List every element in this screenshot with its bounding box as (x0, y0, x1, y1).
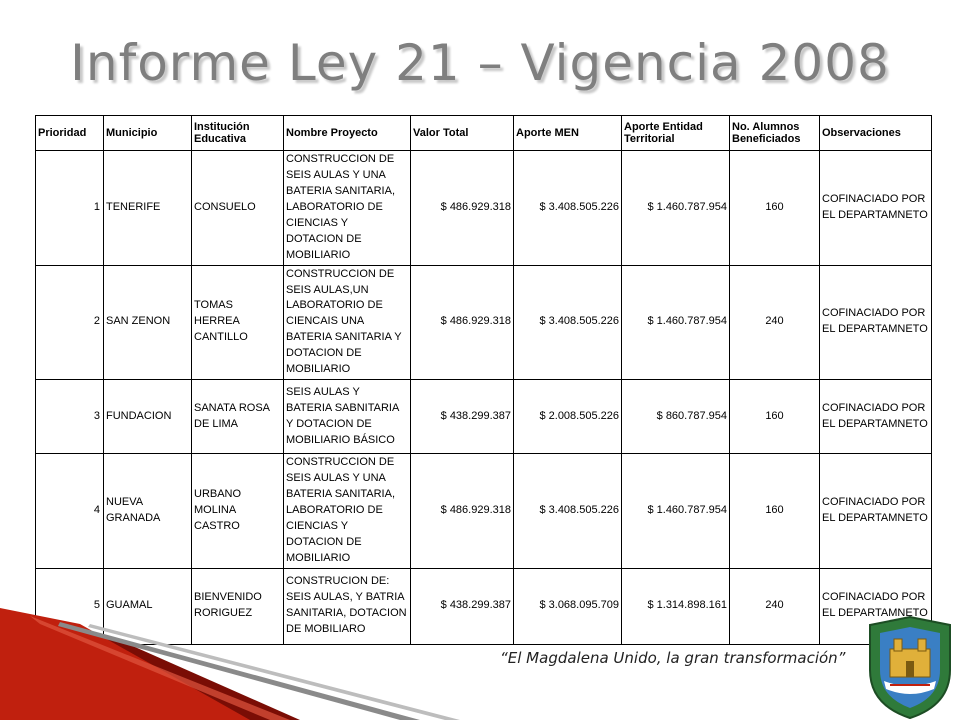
cell-proyecto: CONSTRUCCION DE SEIS AULAS Y UNA BATERIA SANITARIA, LABORATORIO DE CIENCIAS Y DOTACION DE MOBILIARIO (284, 454, 411, 569)
cell-institucion: CONSUELO (192, 151, 284, 266)
cell-prioridad: 1 (36, 151, 104, 266)
cell-proyecto: CONSTRUCCION DE SEIS AULAS Y UNA BATERIA SANITARIA, LABORATORIO DE CIENCIAS Y DOTACION DE MOBILIARIO (284, 151, 411, 266)
table-row (36, 265, 932, 380)
cell-valor-total: $ 486.929.318 (411, 454, 514, 569)
cell-aporte-men: $ 3.408.505.226 (514, 265, 622, 380)
cell-proyecto: CONSTRUCION DE: SEIS AULAS, Y BATRIA SANITARIA, DOTACION DE MOBILIARO (284, 568, 411, 644)
header-institucion: Institución Educativa (192, 116, 284, 151)
cell-municipio: FUNDACION (104, 380, 192, 454)
cell-observaciones: COFINACIADO POR EL DEPARTAMNETO (820, 454, 932, 569)
cell-alumnos: 160 (730, 380, 820, 454)
cell-municipio: GUAMAL (104, 568, 192, 644)
cell-aporte-entidad: $ 860.787.954 (622, 380, 730, 454)
table-header-row (36, 116, 932, 151)
cell-observaciones: COFINACIADO POR EL DEPARTAMNETO (820, 380, 932, 454)
header-prioridad: Prioridad (36, 116, 104, 151)
cell-observaciones: COFINACIADO POR EL DEPARTAMNETO (820, 568, 932, 644)
table-row (36, 151, 932, 266)
cell-proyecto: CONSTRUCCION DE SEIS AULAS,UN LABORATORIO DE CIENCAIS UNA BATERIA SANITARIA Y DOTACION DE MOBILIARIO (284, 265, 411, 380)
cell-alumnos: 160 (730, 151, 820, 266)
cell-proyecto: SEIS AULAS Y BATERIA SABNITARIA Y DOTACION DE MOBILIARIO BÁSICO (284, 380, 411, 454)
cell-valor-total: $ 486.929.318 (411, 265, 514, 380)
cell-aporte-men: $ 3.408.505.226 (514, 151, 622, 266)
cell-aporte-entidad: $ 1.460.787.954 (622, 265, 730, 380)
cell-alumnos: 160 (730, 454, 820, 569)
slide-title: Informe Ley 21 – Vigencia 2008 (70, 34, 890, 92)
cell-prioridad: 4 (36, 454, 104, 569)
cell-aporte-entidad: $ 1.460.787.954 (622, 454, 730, 569)
cell-municipio: NUEVA GRANADA (104, 454, 192, 569)
header-aporte-men: Aporte MEN (514, 116, 622, 151)
slogan-text: “El Magdalena Unido, la gran transformación” (500, 649, 846, 667)
header-observaciones: Observaciones (820, 116, 932, 151)
cell-aporte-entidad: $ 1.460.787.954 (622, 151, 730, 266)
header-municipio: Municipio (104, 116, 192, 151)
cell-valor-total: $ 438.299.387 (411, 568, 514, 644)
cell-municipio: SAN ZENON (104, 265, 192, 380)
cell-aporte-entidad: $ 1.314.898.161 (622, 568, 730, 644)
cell-institucion: BIENVENIDO RORIGUEZ (192, 568, 284, 644)
report-table (35, 115, 932, 645)
header-proyecto: Nombre Proyecto (284, 116, 411, 151)
cell-aporte-men: $ 3.068.095.709 (514, 568, 622, 644)
cell-institucion: URBANO MOLINA CASTRO (192, 454, 284, 569)
cell-observaciones: COFINACIADO POR EL DEPARTAMNETO (820, 265, 932, 380)
cell-valor-total: $ 438.299.387 (411, 380, 514, 454)
header-aporte-entidad: Aporte Entidad Territorial (622, 116, 730, 151)
table-row (36, 454, 932, 569)
header-valor-total: Valor Total (411, 116, 514, 151)
cell-observaciones: COFINACIADO POR EL DEPARTAMNETO (820, 151, 932, 266)
cell-municipio: TENERIFE (104, 151, 192, 266)
cell-institucion: SANATA ROSA DE LIMA (192, 380, 284, 454)
cell-prioridad: 3 (36, 380, 104, 454)
cell-valor-total: $ 486.929.318 (411, 151, 514, 266)
cell-aporte-men: $ 3.408.505.226 (514, 454, 622, 569)
cell-aporte-men: $ 2.008.505.226 (514, 380, 622, 454)
cell-alumnos: 240 (730, 265, 820, 380)
cell-prioridad: 2 (36, 265, 104, 380)
cell-institucion: TOMAS HERREA CANTILLO (192, 265, 284, 380)
magdalena-crest-icon (860, 615, 960, 720)
cell-alumnos: 240 (730, 568, 820, 644)
header-alumnos: No. Alumnos Beneficiados (730, 116, 820, 151)
cell-prioridad: 5 (36, 568, 104, 644)
table-row (36, 380, 932, 454)
